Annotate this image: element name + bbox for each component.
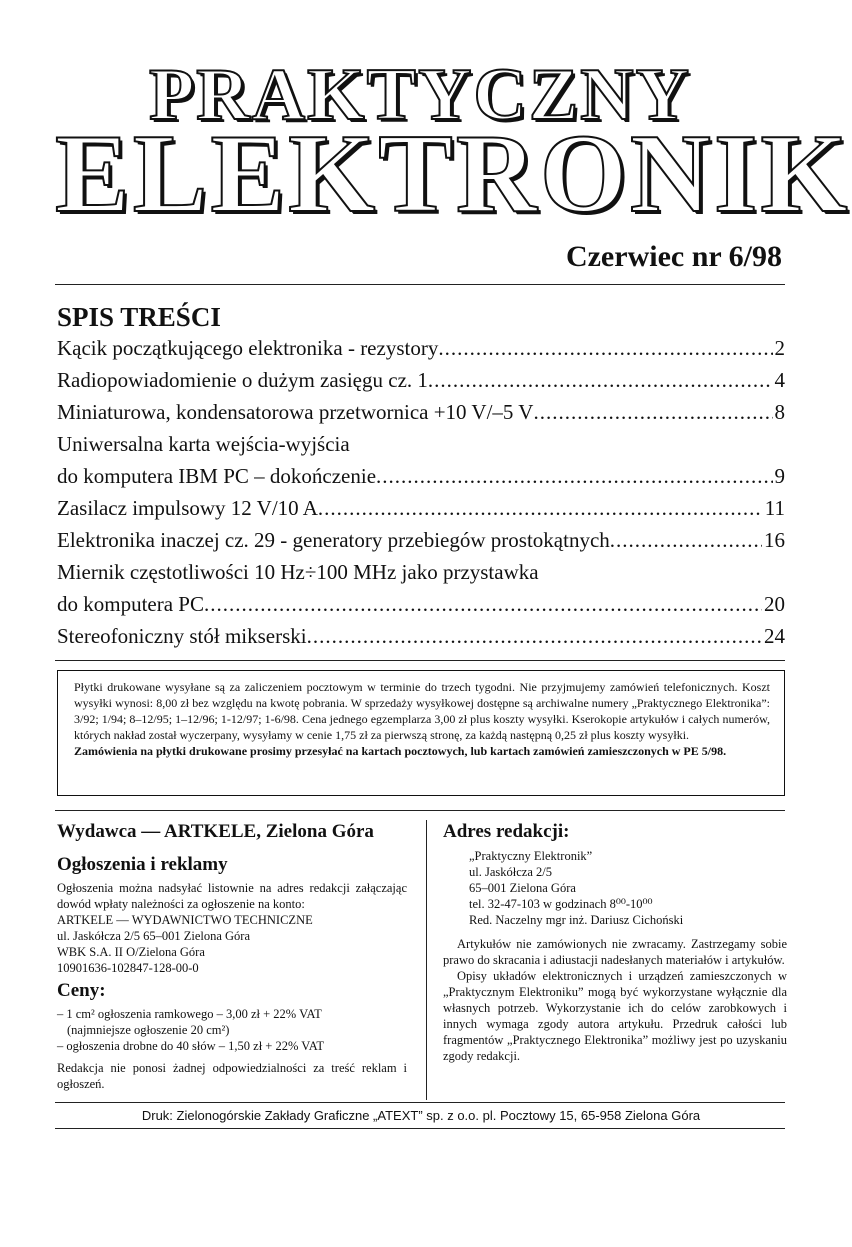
price-line: – ogłoszenia drobne do 40 słów – 1,50 zł + 22% VAT (57, 1039, 324, 1053)
address-line: ul. Jaskółcza 2/5 (469, 865, 552, 879)
toc-entry-title: Zasilacz impulsowy 12 V/10 A (57, 496, 318, 520)
editorial-column (443, 820, 787, 1064)
toc-entry-title: Uniwersalna karta wejścia-wyjścia (57, 432, 350, 456)
toc-leader (318, 496, 763, 521)
publisher-title: Wydawca — ARTKELE, Zielona Góra (57, 821, 374, 842)
toc-leader (610, 528, 762, 553)
account-line: WBK S.A. II O/Zielona Góra (57, 945, 205, 959)
price-line: (najmniejsze ogłoszenie 20 cm²) (67, 1023, 230, 1037)
toc-entry-title: do komputera PC (57, 592, 204, 616)
account-line: ul. Jaskółcza 2/5 65–001 Zielona Góra (57, 929, 251, 943)
toc-leader (533, 400, 772, 425)
issue-label: Czerwiec nr 6/98 (565, 240, 782, 273)
toc-leader (376, 464, 772, 489)
address-line: 65–001 Zielona Góra (469, 881, 576, 895)
divider (55, 660, 785, 661)
toc-entry (57, 496, 785, 528)
toc-leader (438, 336, 772, 361)
toc-leader (307, 624, 762, 649)
toc-entry-title: Kącik początkującego elektronika - rezystory (57, 336, 439, 360)
divider (55, 810, 785, 811)
toc-entry-title: Elektronika inaczej cz. 29 - generatory przebiegów prostokątnych (57, 528, 610, 552)
toc-entry-page: 11 (764, 496, 785, 520)
account-line: ARTKELE — WYDAWNICTWO TECHNICZNE (57, 913, 313, 927)
toc-entry-title: Miernik częstotliwości 10 Hz÷100 MHz jako przystawka (57, 560, 539, 584)
address-line: „Praktyczny Elektronik” (469, 849, 593, 863)
editorial-address (469, 848, 787, 928)
editorial-para1: Artykułów nie zamówionych nie zwracamy. Zastrzegamy sobie prawo do skracania i adiustacji nadesłanych materiałów i artykułów. (443, 937, 787, 967)
orders-notice (57, 670, 785, 796)
address-line: tel. 32-47-103 w godzinach 8⁰⁰-10⁰⁰ (469, 897, 653, 911)
toc-entry (57, 464, 785, 496)
disclaimer: Redakcja nie ponosi żadnej odpowiedzialności za treść reklam i ogłoszeń. (57, 1061, 407, 1091)
toc-entry (57, 432, 785, 464)
toc-title: SPIS TREŚCI (57, 302, 221, 332)
divider (55, 284, 785, 285)
toc-entry-page: 24 (764, 624, 785, 648)
toc-entry-title: Stereofoniczny stół mikserski (57, 624, 307, 648)
toc-entry-title: Radiopowiadomienie o dużym zasięgu cz. 1 (57, 368, 428, 392)
address-line: Red. Naczelny mgr inż. Dariusz Cichoński (469, 913, 684, 927)
notice-bold: Zamówienia na płytki drukowane prosimy przesyłać na kartach pocztowych, lub kartach zamówień zamieszczonych w PE 5/98. (74, 744, 727, 758)
toc-leader (428, 368, 773, 393)
divider (55, 1128, 785, 1129)
toc-entry-page: 20 (764, 592, 785, 616)
editorial-heading: Adres redakcji: (443, 821, 570, 842)
toc-entry-page: 8 (774, 400, 785, 424)
toc-entry-page: 4 (774, 368, 785, 392)
ads-text: Ogłoszenia można nadsyłać listownie na adres redakcji załączając dowód wpłaty należności za ogłoszenie na konto: (57, 881, 407, 911)
price-line: – 1 cm² ogłoszenia ramkowego – 3,00 zł + 22% VAT (57, 1007, 322, 1021)
column-divider (426, 820, 427, 1100)
masthead-line1: PRAKTYCZNY (148, 54, 692, 136)
toc-entry (57, 592, 785, 624)
publisher-column (57, 820, 407, 1092)
toc-entry (57, 560, 785, 592)
toc-entry-page: 16 (764, 528, 785, 552)
toc-entry-title: do komputera IBM PC – dokończenie (57, 464, 377, 488)
toc-entry (57, 400, 785, 432)
toc-entry (57, 336, 785, 368)
ads-heading: Ogłoszenia i reklamy (57, 854, 228, 875)
editorial-para2: Opisy układów elektronicznych i urządzeń zamieszczonych w „Praktycznym Elektroniku” mogą być wykorzystane wyłącznie dla własnych potrzeb. Wykorzystanie ich do celów zarobkowych i innych wymaga zgody autora artykułu. Przedruk całości lub fragmentów „Praktycznego Elektronika” możliwy jest po uzyskaniu zgody redakcji. (443, 969, 787, 1063)
toc-entry-page: 9 (774, 464, 785, 488)
toc-entry (57, 624, 785, 656)
notice-text: Płytki drukowane wysyłane są za zaliczeniem pocztowym w terminie do trzech tygodni. Nie przyjmujemy zamówień telefonicznych. Koszt wysyłki wynosi: 8,00 zł bez względu na kwotę pobrania. W sprzedaży wysyłkowej dostępne są archiwalne numery „Praktycznego Elektronika”: 3/92; 1/94; 8–12/95; 1–12/96; 1-12/97; 1-6/98. Cena jednego egzemplarza 3,00 zł plus koszty wysyłki. Kserokopie artykułów i całych numerów, których nakład został wyczerpany, wysyłamy w cenie 1,75 zł za pierwszą stronę, za każdą następną 0,25 zł plus koszty wysyłki. (74, 680, 770, 742)
prices-heading: Ceny: (57, 980, 106, 1001)
account-line: 10901636-102847-128-00-0 (57, 961, 199, 975)
toc-entry (57, 368, 785, 400)
print-credits: Druk: Zielonogórskie Zakłady Graficzne „ATEXT” sp. z o.o. pl. Pocztowy 15, 65-958 Zielona Góra (141, 1108, 701, 1123)
toc-list (57, 336, 785, 656)
toc-leader (204, 592, 762, 617)
toc-entry (57, 528, 785, 560)
toc-entry-title: Miniaturowa, kondensatorowa przetwornica +10 V/–5 V (57, 400, 534, 424)
divider (55, 1102, 785, 1103)
masthead-line2: ELEKTRONIK (55, 112, 851, 236)
toc-entry-page: 2 (774, 336, 785, 360)
